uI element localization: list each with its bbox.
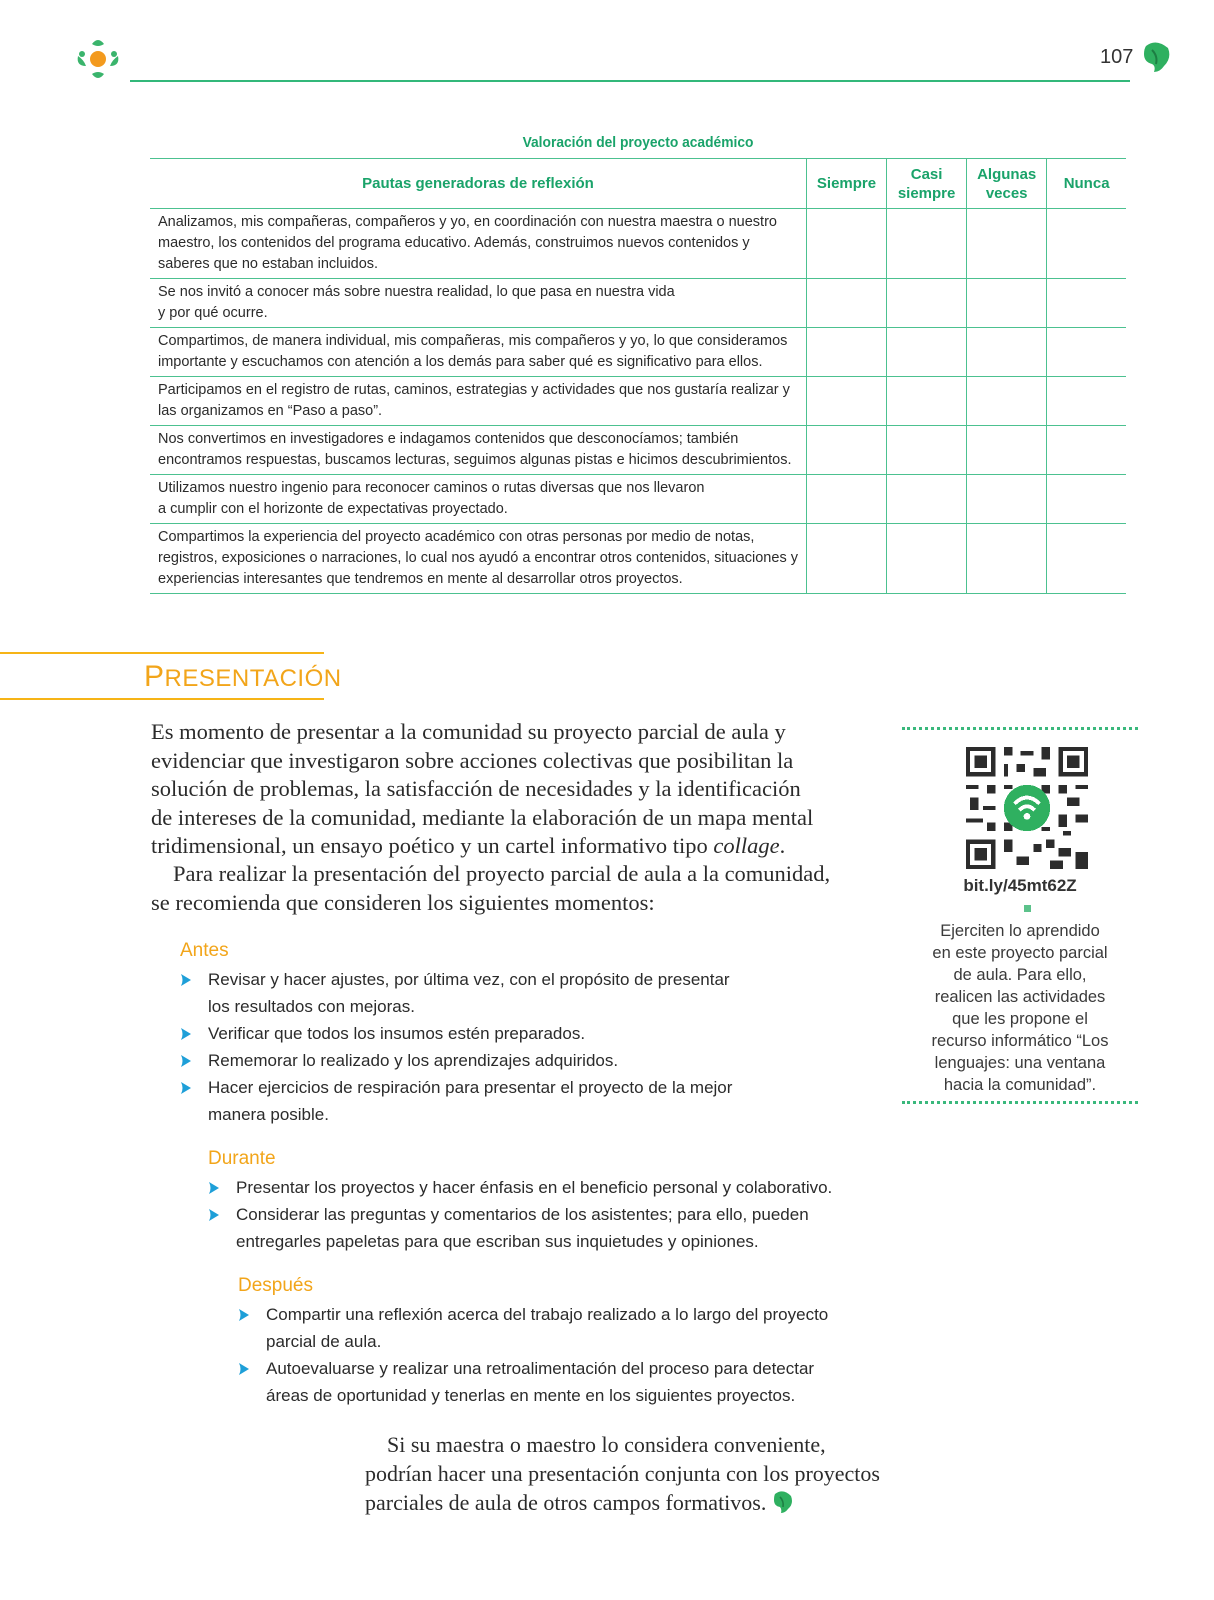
list-item xyxy=(238,1355,828,1409)
rating-cell[interactable] xyxy=(1047,328,1126,377)
criterion-cell xyxy=(150,209,806,279)
list-item-line: Rememorar lo realizado y los aprendizajes adquiridos. xyxy=(208,1051,619,1070)
paragraph-line: Es momento de presentar a la comunidad su proyecto parcial de aula y xyxy=(151,719,786,744)
bullet-arrow-icon xyxy=(208,1182,220,1194)
closing-line: Si su maestra o maestro lo considera conveniente, xyxy=(387,1432,826,1457)
list-item xyxy=(238,1301,828,1355)
bullet-arrow-icon xyxy=(180,1028,192,1040)
durante-list xyxy=(208,1174,832,1255)
bullet-arrow-icon xyxy=(180,1082,192,1094)
list-item-line: Autoevaluarse y realizar una retroalimentación del proceso para detectar xyxy=(266,1359,815,1378)
list-item-line: áreas de oportunidad y tenerlas en mente en los siguientes proyectos. xyxy=(266,1386,796,1405)
table-row xyxy=(150,377,1126,426)
bullet-arrow-icon xyxy=(208,1209,220,1221)
paragraph-text: . xyxy=(779,833,786,858)
sidebar-line: hacia la comunidad”. xyxy=(943,1076,1097,1094)
rating-cell[interactable] xyxy=(967,209,1047,279)
list-item-line: entregarles papeletas para que escriban sus inquietudes y opiniones. xyxy=(236,1232,759,1251)
frequency-header xyxy=(887,159,967,209)
table-row xyxy=(150,328,1126,377)
moment-title-antes: Antes xyxy=(180,940,229,961)
frequency-header xyxy=(806,159,886,209)
rating-cell[interactable] xyxy=(967,377,1047,426)
criterion-line: importante y escuchamos con atención a los demás para saber qué es significativo para ellos. xyxy=(158,354,763,370)
list-item xyxy=(180,1020,732,1047)
paragraph-text: tridimensional, un ensayo poético y un cartel informativo tipo xyxy=(151,833,714,858)
rating-cell[interactable] xyxy=(1047,209,1126,279)
list-item-line: Revisar y hacer ajustes, por última vez, con el propósito de presentar xyxy=(208,970,730,989)
criterion-line: las organizamos en “Paso a paso”. xyxy=(158,403,383,419)
closing-line: podrían hacer una presentación conjunta con los proyectos xyxy=(365,1461,880,1486)
criteria-header: Pautas generadoras de reflexión xyxy=(150,159,806,209)
list-item-line: Presentar los proyectos y hacer énfasis en el beneficio personal y colaborativo. xyxy=(236,1178,833,1197)
list-item-line: los resultados con mejoras. xyxy=(208,997,415,1016)
criterion-cell xyxy=(150,377,806,426)
criterion-cell xyxy=(150,524,806,594)
despues-list xyxy=(238,1301,828,1409)
rating-cell[interactable] xyxy=(806,524,886,594)
list-item-line: Verificar que todos los insumos estén preparados. xyxy=(208,1024,586,1043)
rating-cell[interactable] xyxy=(806,279,886,328)
criterion-cell xyxy=(150,279,806,328)
closing-paragraph xyxy=(365,1430,880,1517)
bullet-arrow-icon xyxy=(238,1363,250,1375)
frequency-label: siempre xyxy=(897,184,956,202)
criterion-line: registros, exposiciones o narraciones, lo cual nos ayudó a encontrar otros contenidos, situaciones y xyxy=(158,550,798,566)
paragraph-line: Para realizar la presentación del proyecto parcial de aula a la comunidad, xyxy=(173,861,831,886)
frequency-label: Algunas xyxy=(977,165,1037,183)
criterion-line: Participamos en el registro de rutas, caminos, estrategias y actividades que nos gustaría realizar y xyxy=(158,382,790,398)
section-rule-bottom xyxy=(0,698,324,700)
rating-cell[interactable] xyxy=(1047,279,1126,328)
intro-paragraph-2 xyxy=(151,860,830,917)
rating-cell[interactable] xyxy=(806,209,886,279)
criterion-cell xyxy=(150,475,806,524)
rating-cell[interactable] xyxy=(887,426,967,475)
rating-cell[interactable] xyxy=(887,475,967,524)
qr-code-icon[interactable] xyxy=(966,747,1088,869)
rating-cell[interactable] xyxy=(887,279,967,328)
header-rule xyxy=(130,80,1130,82)
rating-cell[interactable] xyxy=(806,328,886,377)
intro-paragraph-1 xyxy=(151,718,813,861)
rating-cell[interactable] xyxy=(967,475,1047,524)
leaf-end-icon xyxy=(772,1490,794,1514)
list-item xyxy=(180,1047,732,1074)
list-item xyxy=(180,966,732,1020)
leaf-icon xyxy=(1142,40,1172,74)
criterion-line: Compartimos, de manera individual, mis compañeras, mis compañeros y yo, lo que consideramos xyxy=(158,333,788,349)
rating-cell[interactable] xyxy=(1047,426,1126,475)
section-rule-top xyxy=(0,652,324,654)
rating-cell[interactable] xyxy=(887,328,967,377)
rating-cell[interactable] xyxy=(887,209,967,279)
rating-cell[interactable] xyxy=(887,377,967,426)
frequency-label: Siempre xyxy=(816,175,877,192)
list-item-line: Considerar las preguntas y comentarios de los asistentes; para ello, pueden xyxy=(236,1205,809,1224)
section-title-rest: RESENTACIÓN xyxy=(164,665,342,692)
sidebar-line: de aula. Para ello, xyxy=(953,966,1087,984)
table-row xyxy=(150,475,1126,524)
qr-link[interactable]: bit.ly/45mt62Z xyxy=(963,876,1077,895)
sidebar-dotted-rule-bottom xyxy=(902,1101,1138,1104)
rating-cell[interactable] xyxy=(1047,524,1126,594)
criterion-line: a cumplir con el horizonte de expectativas proyectado. xyxy=(158,501,508,517)
section-title xyxy=(144,660,342,694)
criterion-cell xyxy=(150,328,806,377)
sidebar-line: que les propone el xyxy=(952,1010,1088,1028)
criterion-line: y por qué ocurre. xyxy=(158,305,268,321)
list-item-line: Hacer ejercicios de respiración para presentar el proyecto de la mejor xyxy=(208,1078,733,1097)
sidebar-line: Ejerciten lo aprendido xyxy=(940,922,1100,940)
sidebar-line: realicen las actividades xyxy=(934,988,1106,1006)
sidebar-line: recurso informático “Los xyxy=(931,1032,1109,1050)
rating-cell[interactable] xyxy=(806,426,886,475)
moment-title-despues: Después xyxy=(238,1275,313,1296)
bullet-arrow-icon xyxy=(180,974,192,986)
frequency-label: Nunca xyxy=(1063,175,1110,192)
list-item-line: manera posible. xyxy=(208,1105,329,1124)
list-item-line: parcial de aula. xyxy=(266,1332,382,1351)
criterion-line: experiencias interesantes que tendremos en mente al desarrollar otros proyectos. xyxy=(158,571,683,587)
section-title-initial: P xyxy=(144,660,165,693)
table-row xyxy=(150,279,1126,328)
criterion-line: Nos convertimos en investigadores e indagamos contenidos que desconocíamos; también xyxy=(158,431,739,447)
paragraph-line: solución de problemas, la satisfacción de necesidades y la identificación xyxy=(151,776,801,801)
bullet-arrow-icon xyxy=(238,1309,250,1321)
closing-text: parciales de aula de otros campos formativos. xyxy=(365,1490,767,1515)
rating-cell[interactable] xyxy=(1047,475,1126,524)
moment-title-durante: Durante xyxy=(208,1148,276,1169)
frequency-header xyxy=(1047,159,1126,209)
rating-cell[interactable] xyxy=(887,524,967,594)
paragraph-line: se recomienda que consideren los siguientes momentos: xyxy=(151,889,655,915)
closing-line xyxy=(365,1488,880,1517)
criterion-line: Utilizamos nuestro ingenio para reconocer caminos o rutas diversas que nos llevaron xyxy=(158,480,705,496)
criterion-line: Analizamos, mis compañeras, compañeros y yo, en coordinación con nuestra maestra o nuestro xyxy=(158,214,777,230)
table-row xyxy=(150,426,1126,475)
criterion-line: Compartimos la experiencia del proyecto académico con otras personas por medio de notas, xyxy=(158,529,755,545)
separator-dot xyxy=(1024,905,1031,912)
frequency-label: Casi xyxy=(910,165,943,183)
book-logo-icon xyxy=(72,34,124,84)
rating-cell[interactable] xyxy=(806,475,886,524)
criterion-line: Se nos invitó a conocer más sobre nuestra realidad, lo que pasa en nuestra vida xyxy=(158,284,675,300)
rating-cell[interactable] xyxy=(967,524,1047,594)
sidebar-line: en este proyecto parcial xyxy=(932,944,1108,962)
sidebar-line: lenguajes: una ventana xyxy=(934,1054,1106,1072)
criterion-line: saberes que no estaban incluidos. xyxy=(158,256,379,272)
paragraph-line xyxy=(151,832,813,861)
criterion-line: encontramos respuestas, buscamos lecturas, seguimos algunas pistas e hicimos descubrimientos. xyxy=(158,452,792,468)
criterion-cell xyxy=(150,426,806,475)
sidebar-text xyxy=(902,920,1138,1096)
sidebar-dotted-rule-top xyxy=(902,727,1138,730)
table-row xyxy=(150,524,1126,594)
paragraph-italic-text: collage xyxy=(713,833,780,858)
list-item xyxy=(208,1174,832,1201)
page-number: 107 xyxy=(1100,46,1134,68)
list-item xyxy=(180,1074,732,1128)
table-header-row xyxy=(150,159,1126,209)
frequency-label: veces xyxy=(985,184,1028,202)
rating-cell[interactable] xyxy=(967,426,1047,475)
list-item-line: Compartir una reflexión acerca del trabajo realizado a lo largo del proyecto xyxy=(266,1305,829,1324)
antes-list xyxy=(180,966,732,1128)
rating-cell[interactable] xyxy=(806,377,886,426)
paragraph-line: de intereses de la comunidad, mediante la elaboración de un mapa mental xyxy=(151,804,814,830)
paragraph-line: evidenciar que investigaron sobre acciones colectivas que posibilitan la xyxy=(151,747,794,773)
bullet-arrow-icon xyxy=(180,1055,192,1067)
criterion-line: maestro, los contenidos del programa educativo. Además, construimos nuevos contenidos y xyxy=(158,235,750,251)
table-title: Valoración del proyecto académico xyxy=(522,134,754,151)
rating-cell[interactable] xyxy=(967,279,1047,328)
list-item xyxy=(208,1201,832,1255)
assessment-table xyxy=(150,158,1126,594)
rating-cell[interactable] xyxy=(967,328,1047,377)
table-row xyxy=(150,209,1126,279)
frequency-header xyxy=(967,159,1047,209)
rating-cell[interactable] xyxy=(1047,377,1126,426)
